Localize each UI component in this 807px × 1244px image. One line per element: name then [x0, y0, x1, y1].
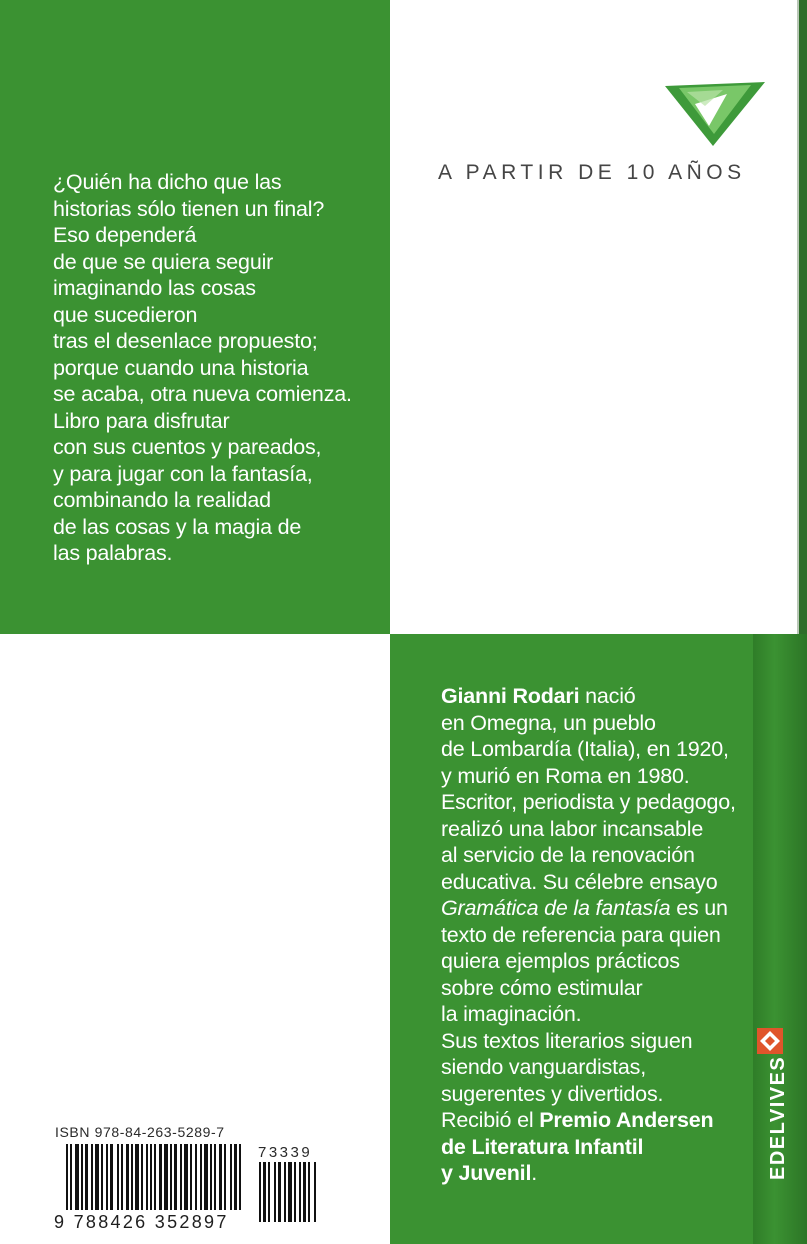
barcode-bar: [219, 1144, 222, 1210]
barcode-bar: [141, 1144, 143, 1210]
age-label: A PARTIR DE 10 AÑOS: [438, 161, 746, 184]
barcode-bar: [190, 1144, 192, 1210]
synopsis-line: con sus cuentos y pareados,: [53, 435, 322, 459]
barcode-bar: [274, 1162, 276, 1222]
synopsis-line: historias sólo tienen un final?: [53, 196, 325, 221]
barcode-bar: [95, 1144, 99, 1210]
synopsis-text: [53, 169, 352, 567]
award-name: Premio Andersen: [539, 1108, 714, 1132]
barcode-bar: [135, 1144, 139, 1210]
barcode-bar: [146, 1144, 148, 1210]
barcode-bar: [214, 1144, 216, 1210]
barcode-addon: [259, 1162, 325, 1222]
barcode-bar: [308, 1162, 310, 1222]
synopsis-line: combinando la realidad: [53, 488, 271, 512]
barcode-bar: [174, 1144, 177, 1210]
barcode-addon-digits: 73339: [258, 1144, 313, 1161]
barcode-bar: [170, 1144, 172, 1210]
barcode-bar: [110, 1144, 113, 1210]
barcode-bar: [195, 1144, 197, 1210]
page-edge: [799, 0, 807, 634]
synopsis-line: las palabras.: [53, 541, 173, 565]
barcode-bar: [121, 1144, 123, 1210]
barcode-bar: [81, 1144, 83, 1210]
barcode-bar: [75, 1144, 79, 1210]
barcode-bar: [184, 1144, 188, 1210]
barcode-bar: [180, 1144, 182, 1210]
barcode-bar: [294, 1162, 296, 1222]
barcode-bar: [278, 1162, 281, 1222]
barcode-bar: [154, 1144, 156, 1210]
barcode-bar: [164, 1144, 168, 1210]
barcode-bar: [239, 1144, 241, 1210]
barcode-bar: [263, 1162, 266, 1222]
synopsis-line: de las cosas y la magia de: [53, 514, 302, 539]
barcode-bar: [117, 1144, 119, 1210]
publisher-name: EDELVIVES: [767, 1055, 789, 1180]
barcode-bar: [268, 1162, 270, 1222]
synopsis-line: Libro para disfrutar: [53, 408, 230, 433]
barcode-bar: [200, 1144, 202, 1210]
stylized-letter-a-icon: [665, 82, 765, 146]
barcode-bar: [131, 1144, 133, 1210]
synopsis-line: ¿Quién ha dicho que las: [53, 170, 282, 194]
barcode-bar: [66, 1144, 68, 1210]
barcode-bar: [204, 1144, 208, 1210]
barcode-bar: [106, 1144, 108, 1210]
synopsis-line: que sucedieron: [53, 302, 198, 327]
synopsis-line: porque cuando una historia: [53, 355, 309, 380]
synopsis-line: Eso dependerá: [53, 223, 197, 247]
barcode-bar: [314, 1162, 316, 1222]
isbn-label: ISBN 978-84-263-5289-7: [55, 1124, 225, 1140]
barcode-bar: [150, 1144, 152, 1210]
barcode-bar: [85, 1144, 88, 1210]
synopsis-line: de que se quiera seguir: [53, 249, 274, 274]
synopsis-line: y para jugar con la fantasía,: [53, 461, 313, 486]
synopsis-line: tras el desenlace propuesto;: [53, 329, 318, 353]
barcode-bar: [91, 1144, 93, 1210]
barcode-bar: [299, 1162, 301, 1222]
barcode-bar: [230, 1144, 232, 1210]
diamond-icon: [757, 1028, 783, 1054]
barcode-bar: [259, 1162, 261, 1222]
barcode-bar: [70, 1144, 72, 1210]
barcode-bar: [210, 1144, 212, 1210]
barcode-bar: [288, 1162, 292, 1222]
barcode-bar: [284, 1162, 286, 1222]
book-title: Gramática de la fantasía: [441, 896, 671, 920]
author-bio-text: Gianni Rodari nació en Omegna, un pueblo de Lombardía (Italia), en 1920, y murió en Roma en 1980. Escritor, periodista y pedagogo, realizó una labor incansable al servicio de la renovación educativa. Su célebre ensayo Gramática de la fantasía es un texto de referencia para quien quiera ejemplos prácticos sobre cómo estimular la imaginación. Sus textos literarios siguen siendo vanguardistas, sugerentes y divertidos. Recibió el Premio Andersen de Literatura Infantil y Juvenil.: [441, 684, 736, 1185]
barcode-bar: [126, 1144, 129, 1210]
barcode-bar: [234, 1144, 237, 1210]
synopsis-line: imaginando las cosas: [53, 276, 256, 300]
barcode-bar: [101, 1144, 103, 1210]
barcode-bar: [303, 1162, 306, 1222]
author-name: Gianni Rodari: [441, 684, 580, 708]
barcode-bar: [159, 1144, 162, 1210]
barcode-bar: [224, 1144, 226, 1210]
synopsis-line: se acaba, otra nueva comienza.: [53, 382, 352, 406]
ean-digits: 9 788426 352897: [54, 1212, 229, 1232]
barcode: [66, 1144, 254, 1222]
